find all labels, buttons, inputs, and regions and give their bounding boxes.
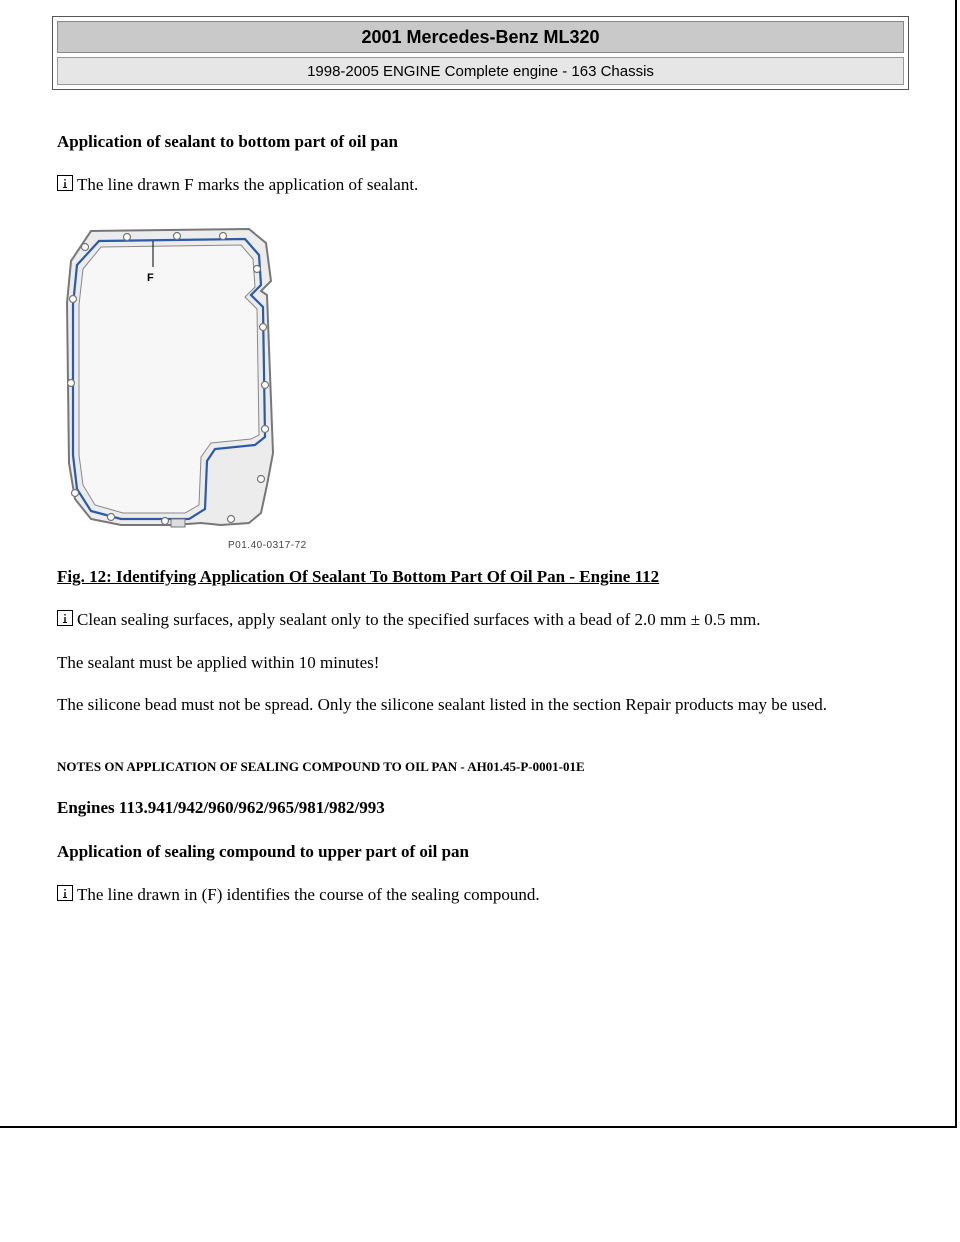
note-clean-surfaces: [57, 609, 760, 631]
note-sealant-line: [57, 174, 418, 196]
notes-heading: NOTES ON APPLICATION OF SEALING COMPOUND TO OIL PAN - AH01.45-P-0001-01E: [57, 759, 585, 774]
info-icon: [57, 885, 73, 901]
note-text: Clean sealing surfaces, apply sealant only to the specified surfaces with a bead of 2.0 mm ± 0.5 mm.: [77, 610, 761, 629]
oil-pan-figure: [61, 223, 311, 555]
info-icon: [57, 610, 73, 626]
page-header: [52, 16, 909, 90]
figure-code: P01.40-0317-72: [228, 540, 307, 551]
engines-heading: Engines 113.941/942/960/962/965/981/982/993: [57, 798, 385, 817]
section-heading-bottom-pan: Application of sealant to bottom part of oil pan: [57, 132, 398, 151]
note-text: The line drawn F marks the application of sealant.: [77, 175, 419, 194]
section-heading-upper-pan: Application of sealing compound to upper part of oil pan: [57, 842, 470, 861]
info-icon: [57, 175, 73, 191]
header-subtitle: 1998-2005 ENGINE Complete engine - 163 Chassis: [57, 57, 904, 85]
drain-plug: [171, 519, 185, 527]
figure-caption: Fig. 12: Identifying Application Of Sealant To Bottom Part Of Oil Pan - Engine 112: [57, 567, 660, 586]
figure-label-f: F: [147, 272, 154, 284]
paragraph-silicone-bead: The silicone bead must not be spread. Only the silicone sealant listed in the section Repair products may be used.: [57, 695, 827, 714]
note-sealing-compound: [57, 884, 540, 906]
paragraph-time-limit: The sealant must be applied within 10 minutes!: [57, 653, 380, 672]
note-text: The line drawn in (F) identifies the course of the sealing compound.: [77, 885, 540, 904]
header-title: 2001 Mercedes-Benz ML320: [57, 21, 904, 53]
